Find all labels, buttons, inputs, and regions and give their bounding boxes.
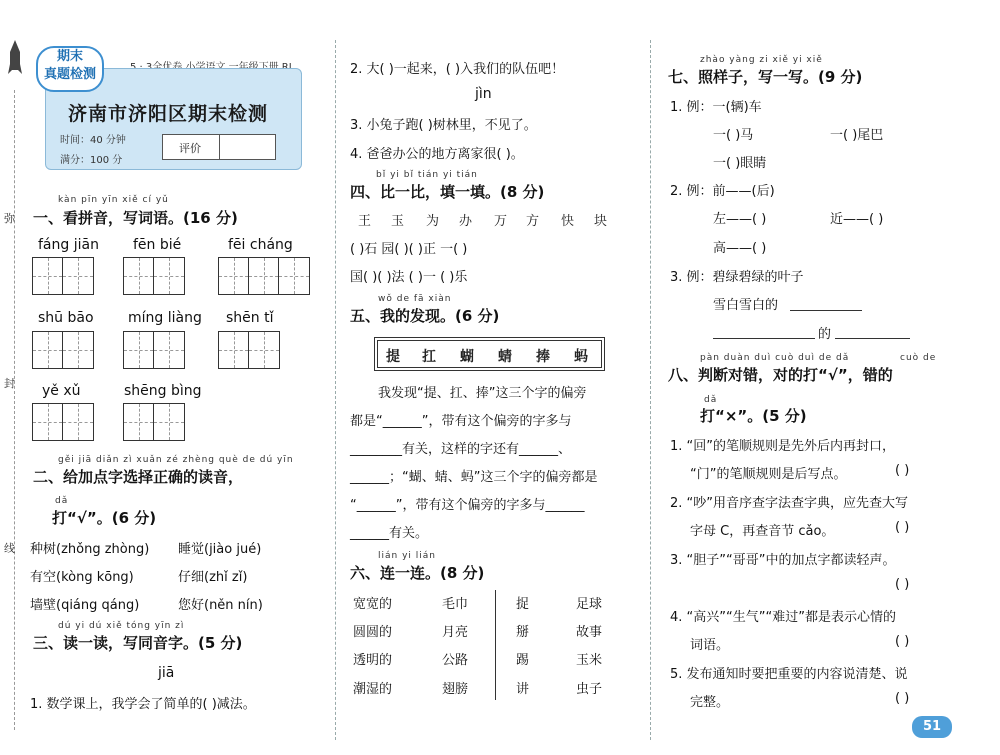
q6-right-a-1[interactable]: 捉 <box>516 597 530 612</box>
q8-answer-5[interactable]: ( ) <box>895 691 910 706</box>
q6-left-b-1[interactable]: 毛巾 <box>442 597 469 612</box>
q8-item-2: 2. “吵”用音序查字法查字典，应先查大写 <box>670 496 909 511</box>
q5-char-box <box>374 337 605 371</box>
q7-3a-line[interactable] <box>790 310 862 311</box>
q7-blank-1b[interactable]: 一( )尾巴 <box>830 128 884 143</box>
q4-char: 玉 <box>391 214 405 229</box>
q4-row-1: ( )石 园( )( )正 一( ) <box>350 242 468 257</box>
q6-right-b-3[interactable]: 玉米 <box>576 653 603 668</box>
column-divider-1 <box>335 40 336 740</box>
q6-left-b-3[interactable]: 公路 <box>442 653 469 668</box>
q8-item-4b: 词语。 <box>690 638 730 653</box>
q2-pinyin2: dǎ <box>55 496 69 506</box>
q5-line-1: 我发现“提、扛、捧”这三个字的偏旁 <box>378 386 587 401</box>
q1-grid-7[interactable] <box>32 403 94 441</box>
q5-line-2: 都是“______”，带有这个偏旁的字多与 <box>350 414 572 429</box>
q1-grid-4[interactable] <box>32 331 94 369</box>
badge-line2: 真题检测 <box>43 67 96 82</box>
q8-item-1b: “门”的笔顺规则是后写点。 <box>690 467 847 482</box>
q6-right-b-1[interactable]: 足球 <box>576 597 603 612</box>
q2-pinyin: gěi jiā diǎn zì xuǎn zé zhèng què de dú yīn <box>58 455 294 465</box>
q5-char: 扛 <box>422 349 436 365</box>
q2-item-1[interactable]: 种树(zhǒng zhòng) <box>30 542 150 557</box>
q2-item-2[interactable]: 睡觉(jiào jué) <box>178 542 262 557</box>
q8-pinyin2: dǎ <box>704 395 718 405</box>
q8-title: 八、判断对错，对的打“√”，错的 <box>668 366 893 384</box>
q6-right-b-2[interactable]: 故事 <box>576 625 603 640</box>
q3-sentence-1: 1. 数学课上，我学会了简单的( )减法。 <box>30 697 256 712</box>
q7-blank-2c[interactable]: 高——( ) <box>713 241 767 256</box>
q1-grid-1[interactable] <box>32 257 94 295</box>
exam-time: 时间：40 分钟 <box>60 135 126 146</box>
margin-label-2: 封 <box>4 377 15 390</box>
q6-divider <box>495 590 496 700</box>
q6-title: 六、连一连。(8 分) <box>350 564 485 582</box>
q8-answer-4[interactable]: ( ) <box>895 634 910 649</box>
q8-title2: 打“×”。(5 分) <box>700 407 807 425</box>
q4-char: 办 <box>459 214 473 229</box>
q7-blank-1a[interactable]: 一( )马 <box>713 128 754 143</box>
q3-sentence-2: 2. 大( )一起来，( )入我们的队伍吧！ <box>350 62 565 77</box>
eval-box <box>162 134 276 160</box>
q5-title: 五、我的发现。(6 分) <box>350 307 500 325</box>
eval-label: 评价 <box>179 142 201 155</box>
q8-answer-2[interactable]: ( ) <box>895 520 910 535</box>
q5-char: 提 <box>386 349 400 365</box>
q7-pinyin: zhào yàng zi xiě yi xiě <box>700 55 823 65</box>
q8-item-5b: 完整。 <box>690 695 730 710</box>
exam-badge <box>36 46 104 92</box>
q5-line-5: “______”，带有这个偏旁的字多与______ <box>350 498 585 513</box>
margin-label-3: 线 <box>4 542 15 555</box>
q7-3b-line1[interactable] <box>713 338 815 339</box>
q2-item-4[interactable]: 仔细(zhǐ zǐ) <box>178 570 248 585</box>
q6-right-a-2[interactable]: 掰 <box>516 625 530 640</box>
q8-answer-3[interactable]: ( ) <box>895 577 910 592</box>
q5-line-3: ________有关，这样的字还有______、 <box>350 442 572 457</box>
q4-char: 块 <box>594 214 608 229</box>
q1-word-5: míng liàng <box>128 310 202 326</box>
q1-grid-8[interactable] <box>123 403 185 441</box>
q7-3b-line2[interactable] <box>835 338 910 339</box>
q3-pinyin: dú yi dú xiě tóng yīn zì <box>58 621 185 631</box>
margin-line <box>14 90 15 730</box>
q8-item-3: 3. “胆子”“哥哥”中的加点字都读轻声。 <box>670 553 896 568</box>
q1-title: 一、看拼音，写词语。(16 分) <box>33 209 238 227</box>
q1-word-3: fēi cháng <box>228 237 293 253</box>
q2-item-3[interactable]: 有空(kòng kōng) <box>30 570 134 585</box>
q5-char: 蜻 <box>498 349 512 365</box>
q4-pinyin: bǐ yi bǐ tián yi tián <box>376 170 478 180</box>
q7-blank-2a[interactable]: 左——( ) <box>713 212 767 227</box>
q1-grid-5[interactable] <box>123 331 185 369</box>
q5-line-4: ______；“蝴、蜻、蚂”这三个字的偏旁都是 <box>350 470 598 485</box>
page-number: 51 <box>912 716 952 738</box>
q1-word-8: shēng bìng <box>124 383 202 399</box>
q4-row-2: 国( )( )法 ( )一 ( )乐 <box>350 270 468 285</box>
q6-pinyin: lián yi lián <box>378 551 436 561</box>
q3-sentence-3: 3. 小兔子跑( )树林里，不见了。 <box>350 118 537 133</box>
q1-word-7: yě xǔ <box>42 383 81 399</box>
q5-line-6: ______有关。 <box>350 526 429 541</box>
margin-label-1: 弥 <box>4 212 15 225</box>
q2-title: 二、给加点字选择正确的读音， <box>33 468 244 486</box>
q7-example-2: 2. 例：前——(后) <box>670 184 775 199</box>
q1-grid-6[interactable] <box>218 331 280 369</box>
q3-sentence-4: 4. 爸爸办公的地方离家很( )。 <box>350 147 524 162</box>
q7-example-3: 3. 例：碧绿碧绿的叶子 <box>670 270 804 285</box>
q1-word-1: fáng jiān <box>38 237 99 253</box>
q4-title: 四、比一比，填一填。(8 分) <box>350 183 545 201</box>
q7-3a-label: 雪白雪白的 <box>713 298 779 313</box>
q2-item-6[interactable]: 您好(něn nín) <box>178 598 263 613</box>
q5-char: 蝴 <box>460 349 474 365</box>
q5-pinyin: wǒ de fā xiàn <box>378 294 452 304</box>
q6-left-a-4[interactable]: 潮湿的 <box>353 682 393 697</box>
q5-char: 蚂 <box>574 349 588 365</box>
q6-left-b-2[interactable]: 月亮 <box>442 625 469 640</box>
exam-score: 满分：100 分 <box>60 155 123 166</box>
q4-char: 万 <box>494 214 508 229</box>
q3-jia: jiā <box>158 665 175 681</box>
q5-char: 捧 <box>536 349 550 365</box>
badge-line1: 期末 <box>56 49 83 64</box>
q1-grid-3[interactable] <box>218 257 310 295</box>
q7-blank-1c[interactable]: 一( )眼睛 <box>713 156 767 171</box>
q6-left-a-3[interactable]: 透明的 <box>353 653 393 668</box>
q4-char: 快 <box>561 214 575 229</box>
q6-left-a-2[interactable]: 圆圆的 <box>353 625 393 640</box>
q1-word-4: shū bāo <box>38 310 94 326</box>
q6-left-b-4[interactable]: 翅膀 <box>442 682 469 697</box>
q1-grid-2[interactable] <box>123 257 185 295</box>
q4-char: 王 <box>358 214 372 229</box>
q8-pinyin-cuo: cuò de <box>900 353 937 363</box>
q2-item-5[interactable]: 墙壁(qiáng qáng) <box>30 598 140 613</box>
q8-pinyin: pàn duàn duì cuò duì de dǎ <box>700 353 850 363</box>
rocket-icon <box>8 40 22 80</box>
q8-item-5: 5. 发布通知时要把重要的内容说清楚、说 <box>670 667 908 682</box>
q6-right-a-3[interactable]: 踢 <box>516 653 530 668</box>
q8-item-1: 1. “回”的笔顺规则是先外后内再封口， <box>670 439 896 454</box>
q1-pinyin: kàn pīn yīn xiě cí yǔ <box>58 195 169 205</box>
q7-title: 七、照样子，写一写。(9 分) <box>668 68 863 86</box>
q4-char: 为 <box>426 214 440 229</box>
q1-word-6: shēn tǐ <box>226 310 274 326</box>
page-title: 济南市济阳区期末检测 <box>68 103 269 125</box>
q2-title2: 打“√”。(6 分) <box>52 509 157 527</box>
q4-char: 方 <box>526 214 540 229</box>
column-divider-2 <box>650 40 651 740</box>
q3-title: 三、读一读，写同音字。(5 分) <box>33 634 243 652</box>
q6-left-a-1[interactable]: 宽宽的 <box>353 597 393 612</box>
q3-jin: jìn <box>475 86 492 102</box>
q8-item-4: 4. “高兴”“生气”“难过”都是表示心情的 <box>670 610 896 625</box>
q1-word-2: fēn bié <box>133 237 182 253</box>
q8-answer-1[interactable]: ( ) <box>895 463 910 478</box>
q8-item-2b: 字母 C，再查音节 cǎo。 <box>690 524 835 539</box>
q6-right-b-4[interactable]: 虫子 <box>576 682 603 697</box>
q7-example-1: 1. 例：一(辆)车 <box>670 100 762 115</box>
q7-blank-2b[interactable]: 近——( ) <box>830 212 884 227</box>
q6-right-a-4[interactable]: 讲 <box>516 682 530 697</box>
q7-3b-label: 的 <box>818 327 832 342</box>
eval-divider <box>219 135 220 159</box>
